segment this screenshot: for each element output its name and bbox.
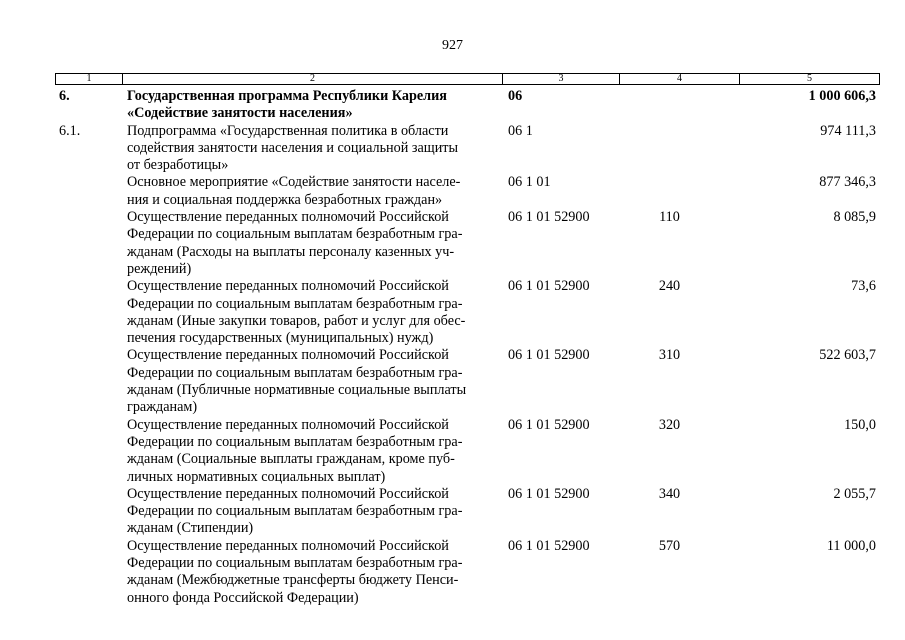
row-name: Осуществление переданных полномочий Российской Федерации по социальным выплатам безработным гра- жданам (Публичные нормативные социальные выплаты гражданам)	[127, 347, 467, 416]
row-name: Осуществление переданных полномочий Российской Федерации по социальным выплатам безработным гра- жданам (Стипендии)	[127, 485, 463, 537]
row-name: Осуществление переданных полномочий Российской Федерации по социальным выплатам безработным гра- жданам (Социальные выплаты гражданам, кроме пуб- личных нормативных социальных выплат)	[127, 416, 463, 485]
row-number: 6.	[59, 88, 70, 104]
row-code: 06 1	[508, 122, 533, 139]
column-header-3: 3	[503, 74, 620, 84]
row-expense-type: 110	[659, 209, 680, 226]
table-row	[55, 278, 880, 347]
row-number	[55, 209, 127, 278]
row-code: 06 1 01 52900	[508, 278, 590, 295]
column-header-5: 5	[807, 73, 812, 84]
row-name: Осуществление переданных полномочий Российской Федерации по социальным выплатам безработным гра- жданам (Иные закупки товаров, работ и услуг для обес- печения государственных (муниципальных) нужд)	[127, 278, 466, 347]
row-amount: 1 000 606,3	[808, 88, 876, 104]
row-code: 06 1 01 52900	[508, 416, 590, 433]
row-name: Государственная программа Республики Карелия «Содействие занятости населения»	[127, 88, 447, 122]
row-code: 06 1 01 52900	[508, 347, 590, 364]
table-row	[55, 486, 880, 538]
row-code: 06 1 01 52900	[508, 209, 590, 226]
row-code: 06 1 01 52900	[508, 485, 590, 502]
row-number: 6.1.	[59, 122, 81, 139]
row-expense-type	[624, 123, 739, 175]
table-row	[55, 209, 880, 278]
row-amount: 522 603,7	[819, 347, 876, 364]
table-row	[55, 417, 880, 486]
row-expense-type: 320	[658, 416, 681, 433]
row-amount: 8 085,9	[833, 209, 876, 226]
row-amount: 73,6	[851, 278, 876, 295]
row-number	[55, 174, 127, 209]
row-expense-type: 240	[658, 278, 681, 295]
row-number	[55, 347, 127, 416]
row-name: Основное мероприятие «Содействие занятости населе- ния и социальная поддержка безработных граждан»	[127, 174, 461, 208]
table-row	[55, 538, 880, 607]
row-number	[55, 417, 127, 486]
row-amount: 150,0	[844, 416, 876, 433]
row-number	[55, 486, 127, 538]
table-row	[55, 174, 880, 209]
row-expense-type	[624, 174, 739, 209]
row-number	[55, 278, 127, 347]
table-row	[55, 347, 880, 416]
table-header-row	[55, 73, 880, 85]
row-amount: 2 055,7	[833, 485, 876, 502]
row-name: Осуществление переданных полномочий Российской Федерации по социальным выплатам безработным гра- жданам (Расходы на выплаты персоналу казенных уч- реждений)	[127, 209, 463, 277]
table-row	[55, 123, 880, 175]
column-header-4: 4	[620, 74, 740, 84]
row-name: Подпрограмма «Государственная политика в области содействия занятости населения и социальной защиты от безработицы»	[127, 122, 459, 174]
column-header-1: 1	[56, 74, 123, 84]
table-body	[55, 88, 880, 607]
row-expense-type	[624, 88, 739, 123]
table-row	[55, 88, 880, 123]
row-code: 06 1 01	[508, 174, 551, 191]
row-expense-type: 310	[658, 347, 681, 364]
row-expense-type: 570	[658, 537, 681, 554]
row-amount: 11 000,0	[826, 537, 876, 554]
row-code: 06	[508, 88, 523, 104]
page-number: 927	[442, 38, 463, 53]
column-header-2: 2	[123, 74, 503, 84]
row-amount: 877 346,3	[819, 174, 876, 191]
row-code: 06 1 01 52900	[508, 537, 590, 554]
row-number	[55, 538, 127, 607]
row-name: Осуществление переданных полномочий Российской Федерации по социальным выплатам безработным гра- жданам (Межбюджетные трансферты бюджету Пенси- онного фонда Российской Федерации)	[127, 537, 463, 606]
row-expense-type: 340	[658, 485, 681, 502]
row-amount: 974 111,3	[820, 122, 876, 139]
